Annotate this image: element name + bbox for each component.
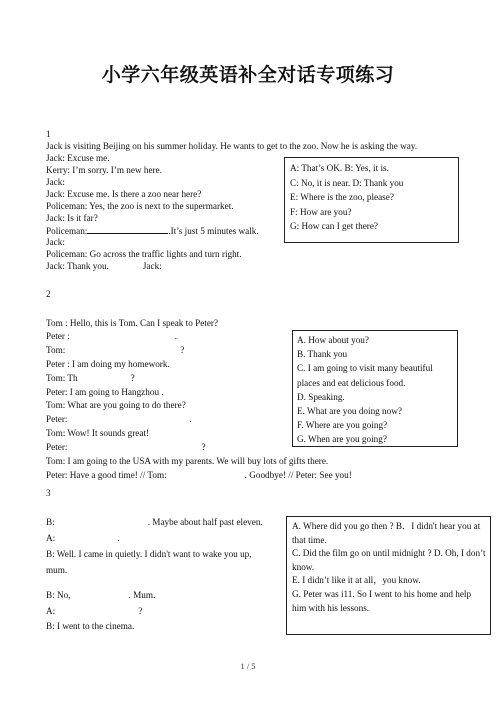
dialogue-line: B: I went to the cinema. — [46, 621, 135, 631]
line-part: Jack: — [142, 261, 162, 271]
option: A. How about you? — [297, 335, 369, 345]
option: F: How are you? — [290, 206, 352, 217]
dialogue-line — [46, 260, 162, 272]
dialogue-line: Policeman: Go across the traffic lights and turn right. — [46, 249, 242, 259]
option: B. Thank you — [297, 349, 348, 360]
option: G. When are you going? — [297, 434, 387, 445]
option: E. What are you doing now? — [297, 406, 402, 417]
dialogue-line: Peter: ? — [46, 442, 206, 452]
dialogue-line: Kerry: I’m sorry. I’m new here. — [46, 165, 162, 175]
option: E. I didn’t like it at all，you know. — [292, 575, 421, 586]
line-part: Jack: Thank you. — [46, 261, 109, 271]
dialogue-line: Jack: — [46, 177, 65, 187]
dialogue-line: Peter: Have a good time! // Tom: . Goodbye! // Peter: See you! — [46, 470, 352, 480]
page-title: 小学六年级英语补全对话专项练习 — [101, 64, 395, 86]
dialogue-line: Policeman: Yes, the zoo is next to the supermarket. — [46, 201, 234, 211]
dialogue-line: Jack: Excuse me. — [46, 153, 110, 163]
dialogue-line: Tom : Hello, this is Tom. Can I speak to Peter? — [46, 318, 219, 328]
section-number: 1 — [46, 129, 51, 139]
dialogue-line: Peter: . — [46, 414, 192, 424]
option: G: How can I get there? — [290, 221, 379, 231]
option: C. I am going to visit many beautiful places and eat delicious food. — [297, 363, 433, 388]
dialogue-line: Jack: — [46, 237, 65, 247]
option: C: No, it is near. D: Thank you — [290, 177, 404, 188]
dialogue-line: Tom: Wow! It sounds great! — [46, 428, 150, 438]
option: E: Where is the zoo, please? — [290, 192, 394, 202]
option: G. Peter was i11. So I went to his home and help him with his lessons. — [292, 588, 472, 613]
dialogue-line: Tom: What are you going to do there? — [46, 400, 186, 410]
dialogue-line: Peter : . — [46, 331, 178, 341]
dialogue-line: Tom: ? — [46, 345, 185, 355]
page-number: 1 / 5 — [240, 661, 256, 671]
dialogue-line: Jack: Excuse me. Is there a zoo near here? — [46, 189, 202, 199]
line-suffix: .It’s just 5 minutes walk. — [168, 226, 259, 236]
options-box-3 — [286, 516, 491, 635]
section-number: 3 — [46, 488, 51, 498]
dialogue-line-with-blank — [46, 224, 259, 237]
dialogue-line: B: Well. I came in quietly. I didn't want to wake you up, — [46, 549, 252, 559]
options-box-1 — [284, 157, 459, 243]
options-box-2 — [292, 330, 458, 447]
dialogue-line: Jack: Is it far? — [46, 213, 98, 223]
section-number: 2 — [46, 289, 51, 299]
dialogue-line: Peter: I am going to Hangzhou . — [46, 387, 164, 397]
answer-blank[interactable] — [87, 224, 168, 234]
option: F. Where are you going? — [297, 420, 388, 431]
option: D. Speaking. — [297, 391, 345, 402]
dialogue-line: B: . Maybe about half past eleven. — [46, 517, 263, 527]
option: A: That’s OK. B: Yes, it is. — [290, 163, 389, 173]
section-intro: Jack is visiting Beijing on his summer holiday. He wants to get to the zoo. Now he is asking the way. — [46, 141, 418, 151]
option: A. Where did you go then ? B．I didn't hear you at that time. — [292, 521, 481, 545]
dialogue-line: Peter : I am doing my homework. — [46, 359, 170, 369]
dialogue-line: Tom: Th ? — [46, 373, 135, 383]
dialogue-line: A: ? — [46, 606, 143, 616]
dialogue-line: Tom: I am going to the USA with my parents. We will buy lots of gifts there. — [46, 456, 329, 466]
speaker-prefix: Policeman: — [46, 226, 88, 236]
dialogue-line: B: No, . Mum. — [46, 590, 156, 600]
option: C. Did the film go on until midnight ? D. Oh, I don’t know. — [292, 548, 486, 572]
dialogue-line: A: . — [46, 533, 120, 543]
dialogue-line: mum. — [46, 565, 68, 575]
